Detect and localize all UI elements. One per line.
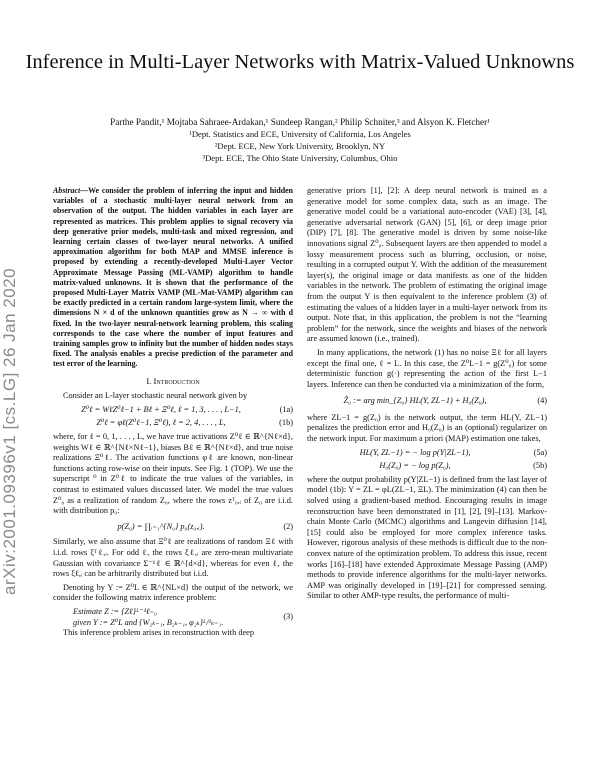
right-paragraph-4: where the output probability p(Y|ZL−1) is defined from the last layer of model (1b): Y = ZL = φL(ZL−1, ΞL). The minimization (4) can then be solved using a gradient-based method. Encouraging results in image reconstruction have been demonstrated in [1], [2], [9]–[13]. Markov-chain Monte Carlo (MCMC) algorithms and Langevin diffusion [14], [15] could also be employed for more complex inference tasks. However, rigorous analysis of these methods is difficult due to the non-convex nature of the optimization problem. To address this issue, recent works [16]–[18] have extended Approximate Message Passing (AMP) methods to provide inference algorithms for the multi-layer networks. AMP was originally developed in [19]–[21] for compressed sensing. Similar to other AMP-type results, the performance of multi-	[307, 474, 547, 601]
equation-1a-number: (1a)	[279, 404, 293, 414]
abstract-label: Abstract	[53, 186, 81, 195]
abstract	[53, 186, 293, 370]
equation-1b-number: (1b)	[279, 418, 293, 428]
equation-4	[307, 396, 547, 407]
equation-4-body: Ẑ₀ := arg min_{Z₀} HL(Y, ZL−1) + H₀(Z₀),	[343, 396, 487, 406]
equation-2-number: (2)	[283, 521, 293, 531]
equation-3-body	[53, 607, 269, 628]
right-paragraph-1: generative priors [1], [2]: A deep neural network is trained as a generative model for some complex data, such as an image. The generative model could be a variational auto-encoder (VAE) [3], [4], generative adversarial network (GAN) [5], [6], or deep image prior (DIP) [7], [8]. The generative model is driven by some noise-like innovations signal Z⁰₀. Subsequent layers are then appended to model a lossy measurement process such as blurring, occlusion, or noise, resulting in a corrupted output Y. With the addition of the measurement layer(s), the original image or data manifests as one of the hidden variables in the network. The problem of estimating the original image from the output Y is then equivalent to the inference problem (3) of estimating the values of a hidden layer in a multi-layer network from its output. Note that, in this application, the problem is not the “learning problem” for the network, since the weights and biases of the network are assumed known (i.e., trained).	[307, 186, 547, 344]
equation-5b-body: H₀(Z₀) = − log p(Z₀),	[379, 461, 451, 471]
arxiv-stamp	[0, 165, 22, 595]
equation-5a-body: HL(Y, ZL−1) = − log p(Y|ZL−1),	[359, 447, 471, 457]
left-column	[53, 186, 293, 642]
arxiv-stamp-text: arXiv:2001.09396v1 [cs.LG] 26 Jan 2020	[0, 267, 19, 595]
intro-paragraph-4: Denoting by Y := Z⁰L ∈ ℝ^{NL×d} the output of the network, we consider the following matrix inference problem:	[53, 582, 293, 603]
right-paragraph-2: In many applications, the network (1) has no noise Ξℓ for all layers except the final one, ℓ = L. In this case, the Z⁰L−1 = g(Z⁰₀) for some deterministic function g(·) representing the action of the first L−1 layers. Inference can then be conducted via a minimization of the form,	[307, 347, 547, 389]
paper-title: Inference in Multi-Layer Networks with Matrix-Valued Unknowns	[25, 51, 575, 73]
abstract-text: —We consider the problem of inferring the input and hidden variables of a stochastic multi-layer neural network from an observation of the output. The hidden variables in each layer are represented as matrices. This problem applies to signal recovery via deep generative prior models, multi-task and mixed regression, and learning certain classes of two-layer neural networks. A unified approximation algorithm for both MAP and MMSE inference is proposed by extending a recently-developed Multi-Layer Vector Approximate Message Passing (ML-VAMP) algorithm to handle matrix-valued unknowns. It is shown that the performance of the proposed Multi-Layer Matrix VAMP (ML-Mat-VAMP) algorithm can be exactly predicted in a certain random large-system limit, where the dimensions N × d of the unknown quantities grow as N → ∞ with d fixed. In the two-layer neural-network learning problem, this scaling corresponds to the case where the number of input features and training samples grow to infinity but the number of hidden nodes stays fixed. The analysis enables a precise prediction of the parameter and test error of the learning.	[53, 186, 293, 369]
right-column	[307, 186, 547, 605]
section-heading-introduction: I. Introduction	[146, 375, 200, 386]
equation-5b	[307, 461, 547, 472]
intro-paragraph-1: Consider an L-layer stochastic neural network given by	[63, 391, 248, 401]
equation-2-body: p(Z₀) = ∏ᵢ₌₁^{N₀} p₀(z₀,ᵢ).	[117, 521, 205, 531]
equation-1a	[53, 405, 293, 416]
equation-4-number: (4)	[537, 396, 547, 406]
equation-5a-number: (5a)	[533, 447, 547, 457]
equation-5a	[307, 448, 547, 459]
equation-3-line-1: Estimate Z := {Zℓ}ᴸ⁻¹ℓ₌₀	[73, 606, 157, 616]
equation-2	[53, 522, 293, 533]
author-list: Parthe Pandit,¹ Mojtaba Sahraee-Ardakan,¹ Sundeep Rangan,² Philip Schniter,³ and Alsyon K. Fletcher¹	[110, 117, 490, 127]
equation-5b-number: (5b)	[533, 461, 547, 471]
intro-paragraph-5: This inference problem arises in reconstruction with deep	[63, 628, 254, 638]
equation-3-line-2: given Y := Z⁰L and {W₂ₖ₋₁, B₂ₖ₋₁, φ₂ₖ}ᴸ/²ₖ₌₁.	[73, 617, 224, 627]
affiliation-3: ³Dept. ECE, The Ohio State University, Columbus, Ohio	[202, 153, 398, 163]
equation-1a-body: Z⁰ℓ = WℓZ⁰ℓ−1 + Bℓ + Ξ⁰ℓ, ℓ = 1, 3, . . . , L−1,	[81, 404, 241, 414]
equation-3-number: (3)	[283, 612, 293, 622]
affiliation-2: ²Dept. ECE, New York University, Brooklyn, NY	[214, 141, 386, 151]
intro-paragraph-3: Similarly, we also assume that Ξ⁰ℓ are realizations of random Ξℓ with i.i.d. rows ξᵀℓ,ᵢ. For odd ℓ, the rows ξℓ,ᵢ are zero-mean multivariate Gaussian with covariance Σ⁻¹ℓ ∈ ℝ^{d×d}, whereas for even ℓ, the rows ξℓ,ᵢ can be arbitrarily distributed but i.i.d.	[53, 537, 293, 579]
intro-paragraph-2: where, for ℓ = 0, 1, . . . , L, we have true activations Z⁰ℓ ∈ ℝ^{Nℓ×d}, weights Wℓ ∈ ℝ^{Nℓ×Nℓ−1}, biases Bℓ ∈ ℝ^{Nℓ×d}, and true noise realizations Ξ⁰ℓ. The activation functions φℓ are known, non-linear functions acting row-wise on their inputs. See Fig. 1 (TOP). We use the superscript ⁰ in Z⁰ℓ to indicate the true values of the variables, in contrast to estimated values discussed later. We model the true values Z⁰₀ as a realization of random Z₀, where the rows zᵀ₀,ᵢ of Z₀ are i.i.d. with distribution p₀:	[53, 432, 293, 516]
equation-1b-body: Z⁰ℓ = φℓ(Z⁰ℓ−1, Ξ⁰ℓ), ℓ = 2, 4, . . . , L,	[96, 418, 226, 428]
affiliation-1: ¹Dept. Statistics and ECE, University of California, Los Angeles	[189, 129, 411, 139]
equation-1b	[53, 418, 293, 429]
right-paragraph-3: where ZL−1 = g(Z₀) is the network output, the term HL(Y, ZL−1) penalizes the prediction error and H₀(Z₀) is an (optional) regularizer on the network input. For maximum a priori (MAP) estimation one takes,	[307, 412, 547, 444]
equation-3	[53, 607, 293, 628]
